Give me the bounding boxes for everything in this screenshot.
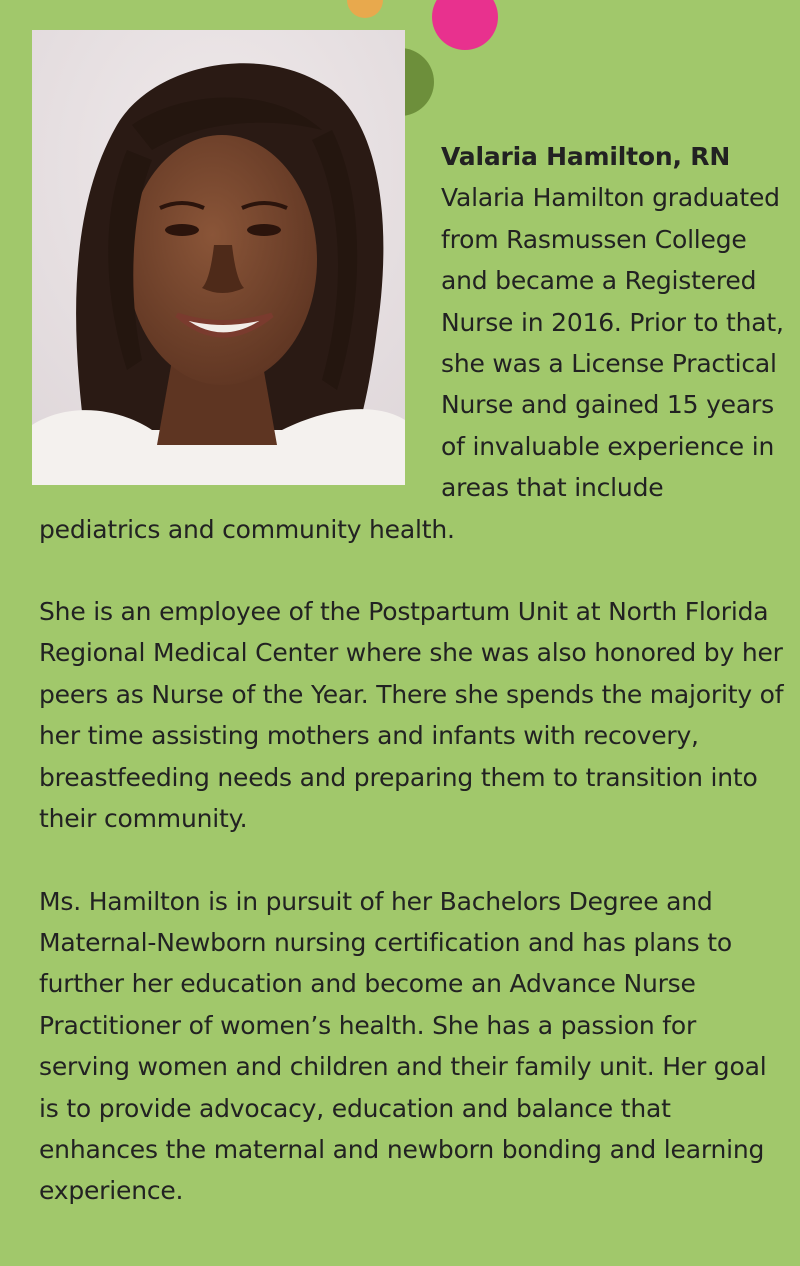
decorative-dot-orange (347, 0, 383, 18)
photo-wrap-spacer (39, 136, 441, 505)
bio-paragraph-3: Ms. Hamilton is in pursuit of her Bachelors Degree and Maternal-Newborn nursing certification and has plans to further her education and become an Advance Nurse Practitioner of women’s health. She has a passion for serving women and children and their family unit. Her goal is to provide advocacy, education and balance that enhances the maternal and newborn bonding and learning experience. (39, 886, 767, 1206)
nurse-name: Valaria Hamilton, RN (441, 142, 731, 171)
bio-paragraph-1: Valaria Hamilton graduated from Rasmussen College and became a Registered Nurse in 2016. Prior to that, she was a License Practical Nurse and gained 15 years of invaluable experience in areas that include pediatrics and community health. (39, 183, 784, 544)
bio-text (39, 136, 789, 1212)
bio-paragraph-2: She is an employee of the Postpartum Unit at North Florida Regional Medical Center where she was also honored by her peers as Nurse of the Year. There she spends the majority of her time assisting mothers and infants with recovery, breastfeeding needs and preparing them to transition into their community. (39, 597, 784, 834)
decorative-dot-pink (432, 0, 498, 50)
